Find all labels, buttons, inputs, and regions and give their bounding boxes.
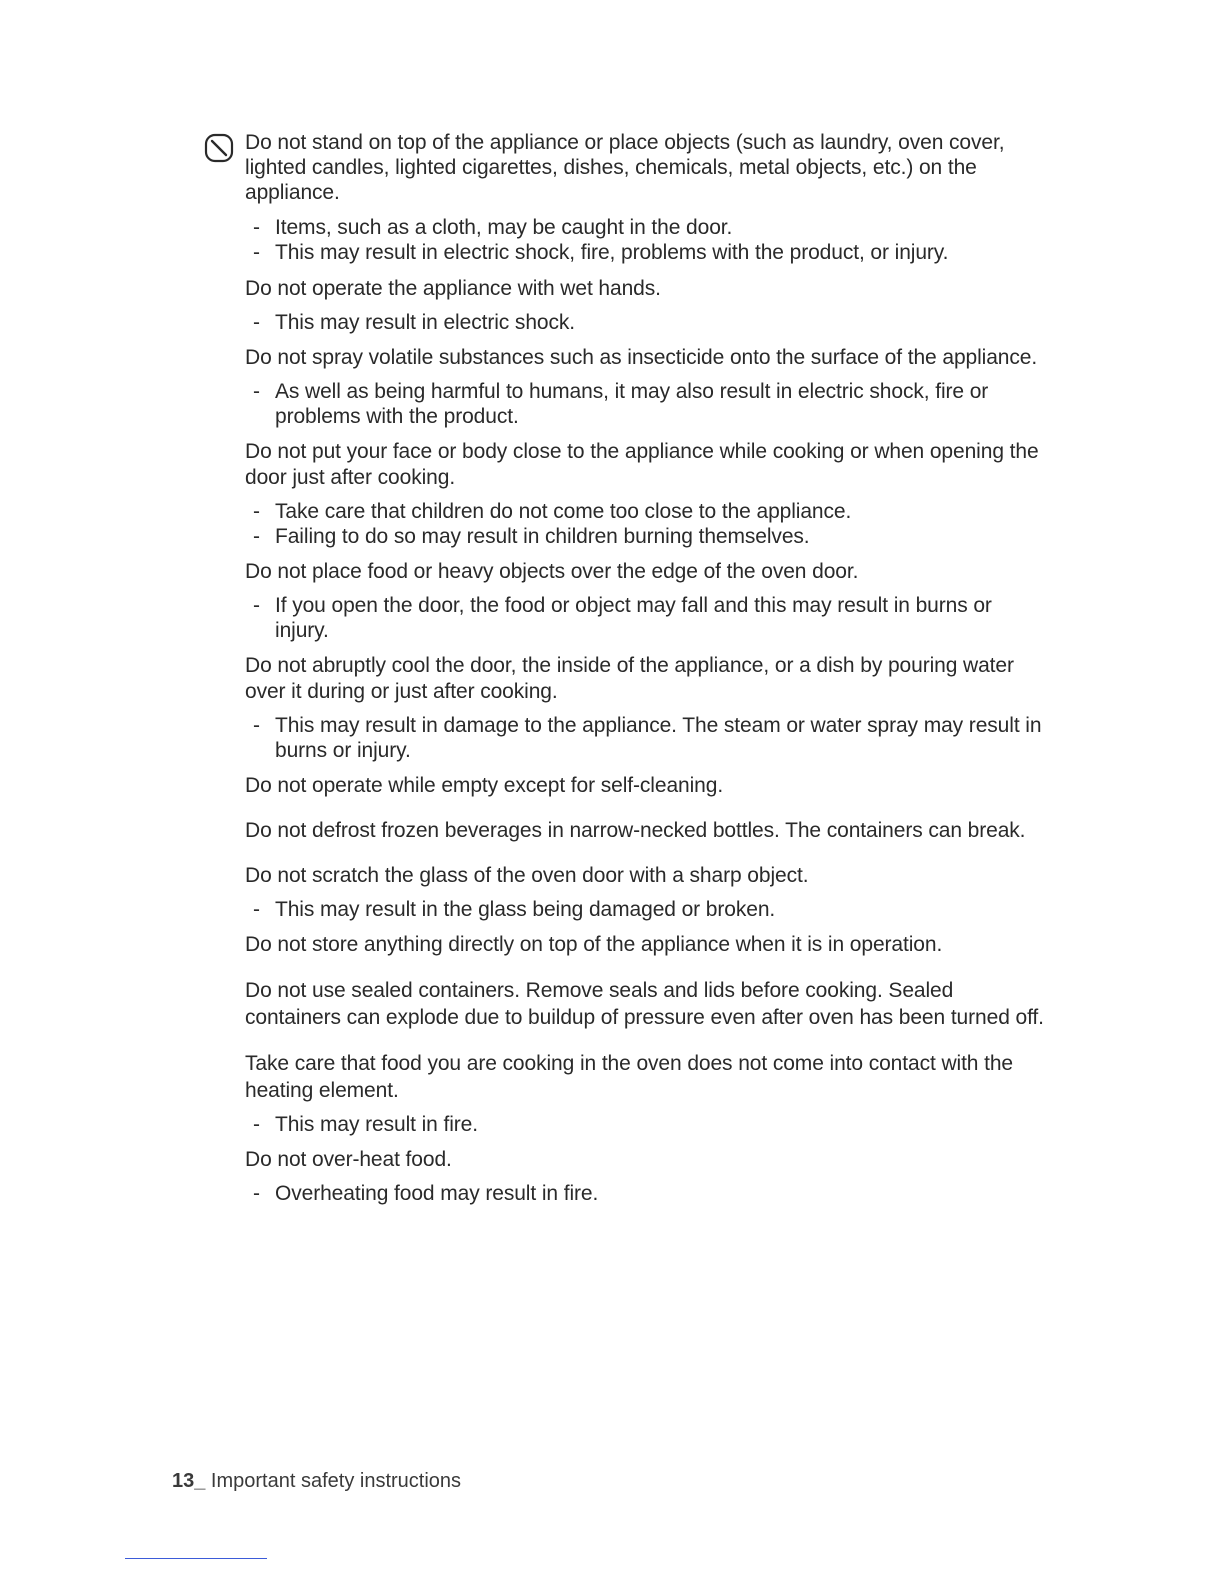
footer-title: Important safety instructions [205,1470,462,1492]
footer-separator: _ [194,1470,206,1492]
warning-bullet: - This may result in electric shock, fire, problems with the product, or injury. [245,240,1045,265]
warning-text: Do not operate the appliance with wet hands. [245,277,661,300]
safety-content [245,130,1045,1206]
prohibition-icon [204,133,234,163]
warning-text: Do not store anything directly on top of the appliance when it is in operation. [245,933,943,956]
warning-text: Do not defrost frozen beverages in narrow-necked bottles. The containers can break. [245,819,1026,842]
warning-text: Do not stand on top of the appliance or place objects (such as laundry, oven cover, lighted candles, lighted cigarettes, dishes, chemicals, metal objects, etc.) on the appliance. [245,131,1005,204]
warning-text: Do not scratch the glass of the oven door with a sharp object. [245,864,809,887]
warning-text: Take care that food you are cooking in the oven does not come into contact with the heating element. [245,1052,1014,1102]
warning-bullet: - As well as being harmful to humans, it may also result in electric shock, fire or problems with the product. [245,379,1045,429]
page-footer [172,1470,461,1493]
warning-text: Do not spray volatile substances such as insecticide onto the surface of the appliance. [245,346,1038,369]
warning-text: Do not operate while empty except for self-cleaning. [245,774,724,797]
warning-bullet: - This may result in fire. [245,1112,1045,1137]
bottom-divider [125,1558,267,1559]
warning-text: Do not use sealed containers. Remove seals and lids before cooking. Sealed containers can explode due to buildup of pressure even after oven has been turned off. [245,979,1044,1029]
warning-bullet: - Overheating food may result in fire. [245,1181,1045,1206]
warning-text: Do not place food or heavy objects over the edge of the oven door. [245,560,859,583]
warning-bullet: - If you open the door, the food or object may fall and this may result in burns or injury. [245,593,1045,643]
warning-text: Do not over-heat food. [245,1148,452,1171]
page-number: 13 [172,1470,195,1492]
warning-bullet: - This may result in electric shock. [245,310,1045,335]
warning-bullet: - This may result in the glass being damaged or broken. [245,897,1045,922]
warning-bullet: - Take care that children do not come too close to the appliance. [245,499,1045,524]
warning-bullet: - Failing to do so may result in children burning themselves. [245,524,1045,549]
warning-text: Do not put your face or body close to the appliance while cooking or when opening the door just after cooking. [245,440,1039,489]
warning-bullet: - Items, such as a cloth, may be caught in the door. [245,215,1045,240]
warning-text: Do not abruptly cool the door, the inside of the appliance, or a dish by pouring water over it during or just after cooking. [245,654,1014,703]
warning-bullet: - This may result in damage to the appliance. The steam or water spray may result in burns or injury. [245,713,1045,763]
